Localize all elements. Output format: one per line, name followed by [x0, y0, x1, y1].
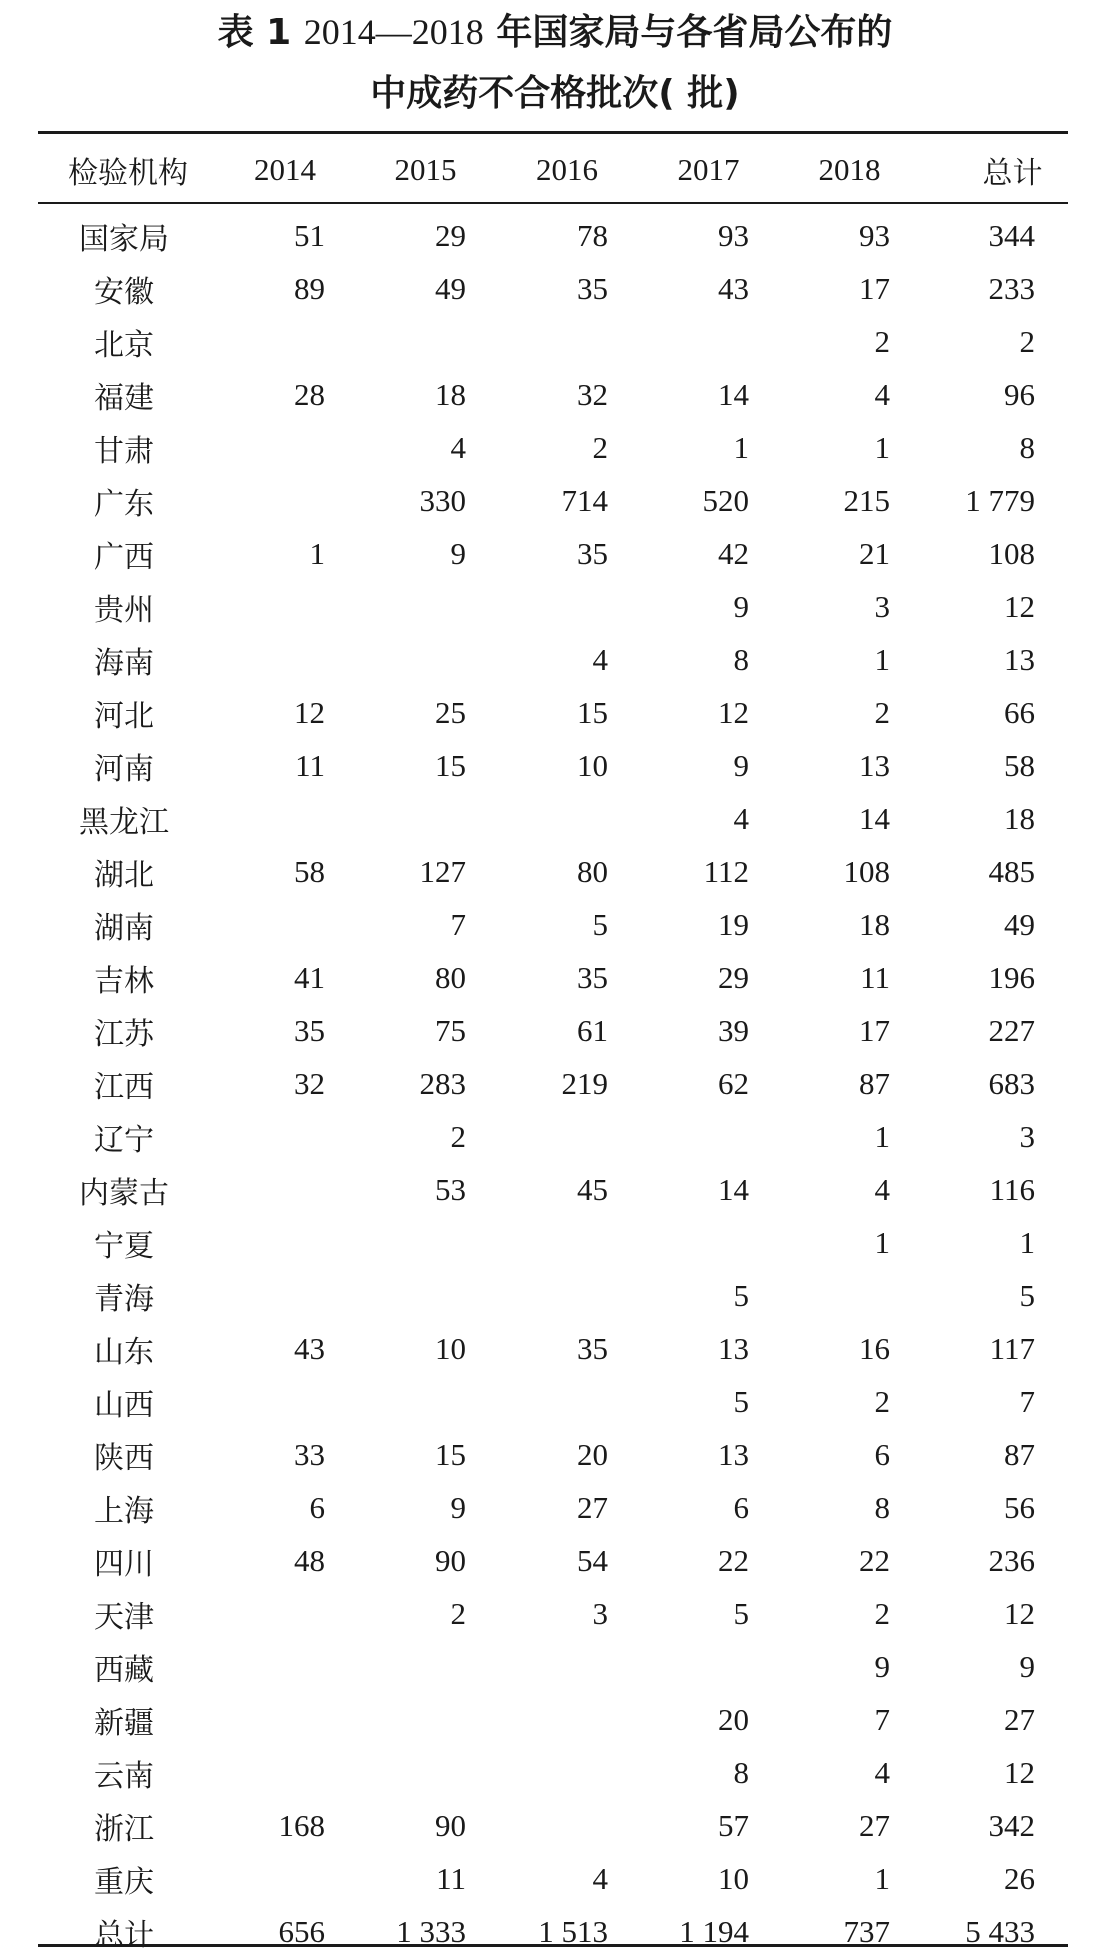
cell-2018: 87 [859, 1065, 890, 1101]
cell-total: 27 [1004, 1701, 1035, 1737]
cell-total: 12 [1004, 1754, 1035, 1790]
cell-2017 [641, 315, 782, 368]
cell-2018: 22 [859, 1542, 890, 1578]
cell-2016: 61 [577, 1012, 608, 1048]
cell-2014 [218, 580, 358, 633]
cell-2016: 3 [592, 1595, 608, 1631]
cell-2018: 93 [859, 217, 890, 253]
table-header-rule [38, 202, 1068, 204]
cell-2018: 13 [859, 747, 890, 783]
cell-2014: 32 [294, 1065, 325, 1101]
cell-total: 233 [988, 270, 1035, 306]
cell-2018: 17 [859, 1012, 890, 1048]
table-row [38, 262, 1068, 315]
table-row [38, 739, 1068, 792]
table-caption-line-1 [0, 8, 1110, 57]
table-row [38, 686, 1068, 739]
table-row [38, 1481, 1068, 1534]
cell-2018: 2 [874, 323, 890, 359]
table-row [38, 898, 1068, 951]
caption-spacer [291, 12, 304, 53]
cell-institution: 湖北 [94, 857, 154, 893]
cell-institution: 辽宁 [94, 1122, 154, 1158]
cell-2016: 45 [577, 1171, 608, 1207]
table-row [38, 792, 1068, 845]
table-header [38, 140, 1068, 200]
cell-institution: 广西 [94, 539, 154, 575]
table-row [38, 1057, 1068, 1110]
cell-total: 9 [1019, 1648, 1035, 1684]
cell-2018: 4 [874, 1754, 890, 1790]
cell-2018 [782, 1269, 923, 1322]
cell-2015: 11 [436, 1860, 466, 1896]
cell-2015: 15 [435, 1436, 466, 1472]
cell-2016 [499, 1375, 641, 1428]
cell-2016: 27 [577, 1489, 608, 1525]
cell-2017: 20 [718, 1701, 749, 1737]
cell-2015: 18 [435, 376, 466, 412]
cell-2017 [641, 1110, 782, 1163]
cell-2015: 90 [435, 1807, 466, 1843]
cell-2015 [358, 792, 499, 845]
column-header-2016: 2016 [536, 152, 598, 187]
cell-2018: 2 [874, 1595, 890, 1631]
cell-total: 108 [988, 535, 1035, 571]
cell-2014: 58 [294, 853, 325, 889]
cell-institution: 陕西 [94, 1440, 154, 1476]
cell-2015 [358, 633, 499, 686]
cell-2014: 51 [294, 217, 325, 253]
cell-2017: 1 194 [679, 1913, 749, 1949]
cell-2016 [499, 1799, 641, 1852]
table-row [38, 1852, 1068, 1905]
cell-2015: 4 [450, 429, 466, 465]
cell-2014 [218, 1587, 358, 1640]
cell-2016: 32 [577, 376, 608, 412]
cell-2018: 3 [874, 588, 890, 624]
column-header-2014: 2014 [254, 152, 316, 187]
cell-2016: 35 [577, 270, 608, 306]
cell-2018: 17 [859, 270, 890, 306]
cell-2015: 2 [450, 1118, 466, 1154]
cell-total: 683 [988, 1065, 1035, 1101]
cell-institution: 山东 [94, 1334, 154, 1370]
cell-total: 344 [988, 217, 1035, 253]
cell-2014 [218, 633, 358, 686]
cell-institution: 贵州 [94, 592, 154, 628]
cell-total: 49 [1004, 906, 1035, 942]
table-total-row [38, 1905, 1068, 1958]
cell-2014 [218, 315, 358, 368]
table-row [38, 1428, 1068, 1481]
cell-2017 [641, 1640, 782, 1693]
table-rows [38, 209, 1068, 1958]
cell-2016: 35 [577, 535, 608, 571]
cell-2014 [218, 1216, 358, 1269]
cell-2015 [358, 1693, 499, 1746]
cell-2016: 20 [577, 1436, 608, 1472]
cell-2016 [499, 1746, 641, 1799]
cell-2018: 16 [859, 1330, 890, 1366]
cell-2017: 1 [733, 429, 749, 465]
cell-2016: 10 [577, 747, 608, 783]
cell-2016: 35 [577, 959, 608, 995]
cell-2015: 1 333 [396, 1913, 466, 1949]
caption-title-part-1: 年国家局与各省局公布的 [496, 12, 893, 53]
cell-2016: 1 513 [538, 1913, 608, 1949]
cell-total: 56 [1004, 1489, 1035, 1525]
cell-2014: 656 [278, 1913, 325, 1949]
cell-institution: 总计 [94, 1917, 154, 1953]
cell-institution: 江西 [94, 1069, 154, 1105]
cell-institution: 西藏 [94, 1652, 154, 1688]
cell-2016: 54 [577, 1542, 608, 1578]
cell-institution: 上海 [94, 1493, 154, 1529]
cell-institution: 海南 [94, 645, 154, 681]
cell-2018: 4 [874, 376, 890, 412]
cell-2015: 2 [450, 1595, 466, 1631]
cell-2017: 4 [733, 800, 749, 836]
cell-2015: 49 [435, 270, 466, 306]
cell-2016 [499, 1216, 641, 1269]
cell-2014: 35 [294, 1012, 325, 1048]
cell-2014 [218, 1640, 358, 1693]
cell-2014: 12 [294, 694, 325, 730]
cell-2018: 1 [874, 429, 890, 465]
cell-total: 58 [1004, 747, 1035, 783]
cell-2016 [499, 315, 641, 368]
cell-2016: 15 [577, 694, 608, 730]
cell-2016 [499, 580, 641, 633]
cell-2014 [218, 1693, 358, 1746]
cell-2014: 28 [294, 376, 325, 412]
cell-2015: 29 [435, 217, 466, 253]
cell-2014: 41 [294, 959, 325, 995]
cell-2017: 5 [733, 1595, 749, 1631]
cell-2018: 1 [874, 1118, 890, 1154]
cell-2018: 7 [874, 1701, 890, 1737]
cell-total: 1 [1019, 1224, 1035, 1260]
cell-2017: 39 [718, 1012, 749, 1048]
cell-total: 12 [1004, 588, 1035, 624]
column-header-2018: 2018 [818, 152, 881, 187]
cell-2016 [499, 1693, 641, 1746]
cell-total: 12 [1004, 1595, 1035, 1631]
cell-2014: 1 [309, 535, 325, 571]
cell-2015: 80 [435, 959, 466, 995]
cell-2015 [358, 1269, 499, 1322]
cell-2016: 714 [561, 482, 608, 518]
cell-2018: 1 [874, 641, 890, 677]
table-row [38, 1799, 1068, 1852]
column-header-2017: 2017 [677, 152, 740, 187]
cell-2018: 1 [874, 1224, 890, 1260]
cell-2015 [358, 1640, 499, 1693]
cell-2017: 520 [702, 482, 749, 518]
cell-institution: 江苏 [94, 1016, 154, 1052]
cell-2014 [218, 898, 358, 951]
cell-2018: 1 [874, 1860, 890, 1896]
cell-2015: 10 [435, 1330, 466, 1366]
table-row [38, 1693, 1068, 1746]
cell-2015: 330 [419, 482, 466, 518]
cell-2015: 75 [435, 1012, 466, 1048]
cell-2017: 14 [718, 1171, 749, 1207]
cell-2018: 27 [859, 1807, 890, 1843]
cell-2017: 13 [718, 1330, 749, 1366]
cell-2015: 90 [435, 1542, 466, 1578]
cell-2017: 8 [733, 641, 749, 677]
cell-2015: 25 [435, 694, 466, 730]
cell-total: 1 779 [965, 482, 1035, 518]
data-table-body [38, 209, 1068, 1958]
cell-total: 87 [1004, 1436, 1035, 1472]
cell-2016 [499, 1269, 641, 1322]
cell-2017: 5 [733, 1383, 749, 1419]
table-row [38, 1163, 1068, 1216]
column-header-total: 总计 [982, 156, 1043, 191]
table-row [38, 1375, 1068, 1428]
table-row [38, 845, 1068, 898]
cell-2017: 43 [718, 270, 749, 306]
cell-2015 [358, 1216, 499, 1269]
cell-2017 [641, 1216, 782, 1269]
table-top-rule [38, 131, 1068, 134]
cell-total: 2 [1019, 323, 1035, 359]
cell-2017: 22 [718, 1542, 749, 1578]
cell-2018: 4 [874, 1171, 890, 1207]
cell-2017: 8 [733, 1754, 749, 1790]
cell-total: 196 [988, 959, 1035, 995]
table-row [38, 580, 1068, 633]
cell-institution: 重庆 [94, 1864, 154, 1900]
cell-institution: 国家局 [79, 221, 169, 257]
cell-total: 236 [988, 1542, 1035, 1578]
cell-2014: 6 [309, 1489, 325, 1525]
cell-2014: 89 [294, 270, 325, 306]
cell-2018: 21 [859, 535, 890, 571]
table-row [38, 1269, 1068, 1322]
cell-2018: 14 [859, 800, 890, 836]
cell-2018: 8 [874, 1489, 890, 1525]
cell-2017: 42 [718, 535, 749, 571]
cell-2014 [218, 1852, 358, 1905]
cell-2018: 2 [874, 694, 890, 730]
cell-institution: 河北 [94, 698, 154, 734]
cell-2016: 4 [592, 1860, 608, 1896]
cell-institution: 河南 [94, 751, 154, 787]
cell-2015 [358, 1746, 499, 1799]
cell-total: 8 [1019, 429, 1035, 465]
cell-institution: 四川 [94, 1546, 154, 1582]
table-row [38, 1004, 1068, 1057]
cell-2014 [218, 474, 358, 527]
cell-total: 227 [988, 1012, 1035, 1048]
cell-total: 5 433 [965, 1913, 1035, 1949]
cell-institution: 福建 [94, 380, 154, 416]
cell-institution: 广东 [94, 486, 154, 522]
cell-2017: 19 [718, 906, 749, 942]
cell-2017: 29 [718, 959, 749, 995]
cell-institution: 山西 [94, 1387, 154, 1423]
cell-2018: 9 [874, 1648, 890, 1684]
table-row [38, 315, 1068, 368]
cell-2015: 15 [435, 747, 466, 783]
cell-institution: 北京 [94, 327, 154, 363]
table-number: 表 1 [217, 12, 292, 53]
cell-2017: 93 [718, 217, 749, 253]
cell-total: 26 [1004, 1860, 1035, 1896]
cell-2016 [499, 792, 641, 845]
cell-institution: 天津 [94, 1599, 154, 1635]
cell-2017: 14 [718, 376, 749, 412]
cell-2017: 112 [703, 853, 749, 889]
cell-2014 [218, 1110, 358, 1163]
cell-institution: 云南 [94, 1758, 154, 1794]
table-row [38, 209, 1068, 262]
cell-2014: 48 [294, 1542, 325, 1578]
cell-2016: 78 [577, 217, 608, 253]
cell-2018: 2 [874, 1383, 890, 1419]
cell-2018: 11 [860, 959, 890, 995]
cell-2018: 6 [874, 1436, 890, 1472]
cell-2017: 6 [733, 1489, 749, 1525]
table-row [38, 368, 1068, 421]
cell-2017: 5 [733, 1277, 749, 1313]
caption-space [484, 12, 497, 53]
cell-2015 [358, 1375, 499, 1428]
table-row [38, 1534, 1068, 1587]
caption-year-range: 2014—2018 [303, 12, 484, 52]
cell-2014 [218, 1375, 358, 1428]
cell-2015: 9 [450, 535, 466, 571]
cell-total: 5 [1019, 1277, 1035, 1313]
cell-2016 [499, 1640, 641, 1693]
cell-2016: 219 [561, 1065, 608, 1101]
table-row [38, 1322, 1068, 1375]
table-row [38, 527, 1068, 580]
cell-2016: 35 [577, 1330, 608, 1366]
cell-total: 66 [1004, 694, 1035, 730]
cell-2018: 108 [843, 853, 890, 889]
table-row [38, 1110, 1068, 1163]
cell-2014 [218, 792, 358, 845]
cell-2018: 215 [843, 482, 890, 518]
cell-2016: 4 [592, 641, 608, 677]
cell-total: 3 [1019, 1118, 1035, 1154]
cell-institution: 黑龙江 [79, 804, 169, 840]
cell-institution: 宁夏 [94, 1228, 154, 1264]
cell-total: 342 [988, 1807, 1035, 1843]
cell-2015 [358, 315, 499, 368]
cell-institution: 浙江 [94, 1811, 154, 1847]
table-caption-line-2: 中成药不合格批次( 批) [370, 73, 740, 114]
cell-institution: 甘肃 [94, 433, 154, 469]
cell-2017: 57 [718, 1807, 749, 1843]
cell-2017: 12 [718, 694, 749, 730]
cell-institution: 新疆 [94, 1705, 154, 1741]
table-row [38, 474, 1068, 527]
cell-2015: 7 [450, 906, 466, 942]
cell-institution: 青海 [94, 1281, 154, 1317]
cell-2014 [218, 421, 358, 474]
cell-2017: 13 [718, 1436, 749, 1472]
cell-2016: 5 [592, 906, 608, 942]
cell-2018: 737 [843, 1913, 890, 1949]
cell-2017: 10 [718, 1860, 749, 1896]
column-header-2015: 2015 [394, 152, 457, 187]
column-header-institution: 检验机构 [68, 156, 188, 191]
table-row [38, 1640, 1068, 1693]
cell-total: 7 [1019, 1383, 1035, 1419]
cell-2014: 11 [295, 747, 325, 783]
header-row [38, 140, 1068, 200]
cell-2017: 9 [733, 588, 749, 624]
cell-2016: 80 [577, 853, 608, 889]
cell-2017: 9 [733, 747, 749, 783]
cell-2015: 9 [450, 1489, 466, 1525]
cell-2015 [358, 580, 499, 633]
table-row [38, 1746, 1068, 1799]
cell-total: 96 [1004, 376, 1035, 412]
cell-institution: 吉林 [94, 963, 154, 999]
table-row [38, 1587, 1068, 1640]
cell-total: 117 [989, 1330, 1035, 1366]
cell-2014: 33 [294, 1436, 325, 1472]
cell-2015: 53 [435, 1171, 466, 1207]
cell-2014 [218, 1746, 358, 1799]
cell-institution: 安徽 [94, 274, 154, 310]
cell-2016: 2 [592, 429, 608, 465]
table-row [38, 951, 1068, 1004]
cell-2015: 283 [419, 1065, 466, 1101]
cell-2014 [218, 1269, 358, 1322]
table-row [38, 421, 1068, 474]
cell-2014: 43 [294, 1330, 325, 1366]
cell-total: 13 [1004, 641, 1035, 677]
cell-2017: 62 [718, 1065, 749, 1101]
cell-2015: 127 [419, 853, 466, 889]
cell-total: 18 [1004, 800, 1035, 836]
cell-total: 485 [988, 853, 1035, 889]
cell-total: 116 [989, 1171, 1035, 1207]
cell-2016 [499, 1110, 641, 1163]
cell-institution: 湖南 [94, 910, 154, 946]
table-row [38, 1216, 1068, 1269]
table-row [38, 633, 1068, 686]
cell-2014 [218, 1163, 358, 1216]
cell-2014: 168 [278, 1807, 325, 1843]
cell-2018: 18 [859, 906, 890, 942]
cell-institution: 内蒙古 [79, 1175, 169, 1211]
